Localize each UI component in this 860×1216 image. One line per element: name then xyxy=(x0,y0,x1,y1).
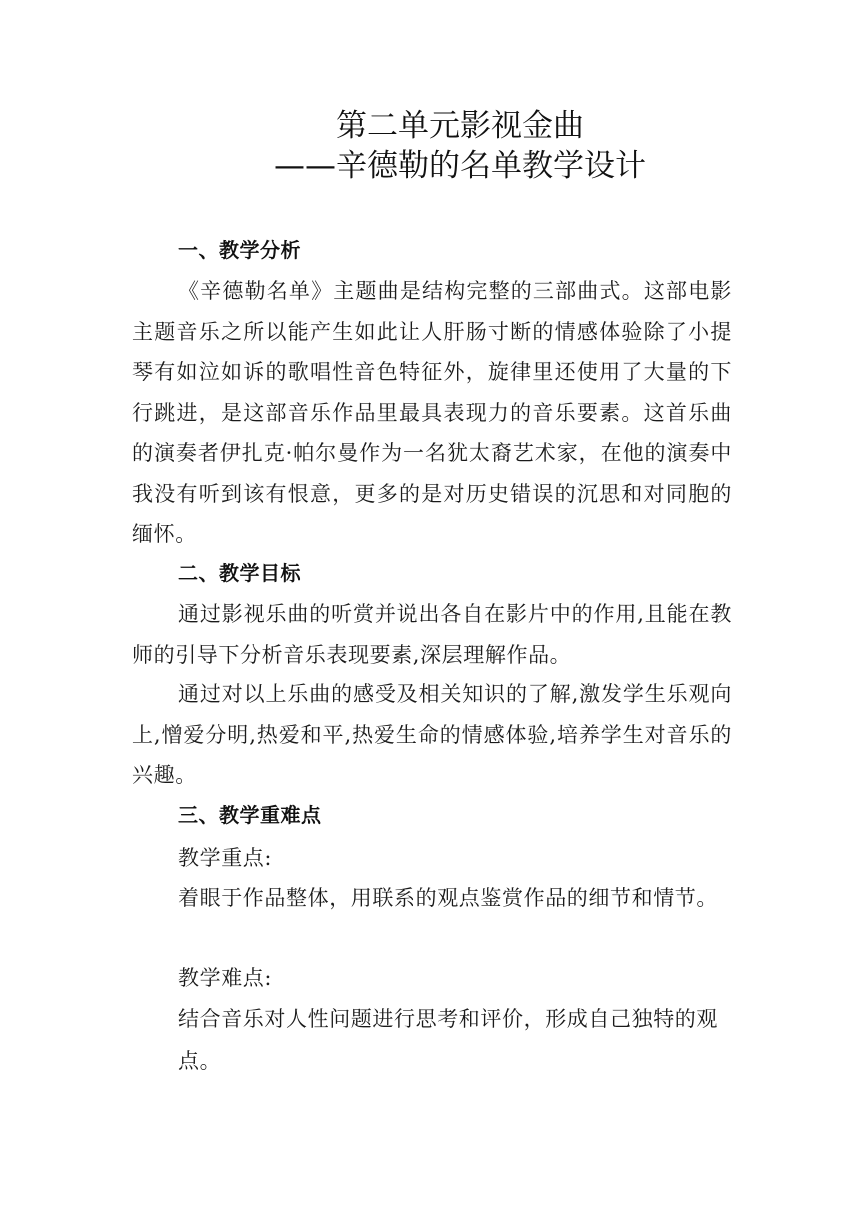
objectives-paragraph-2: 通过对以上乐曲的感受及相关知识的了解,激发学生乐观向上,憎爱分明,热爱和平,热爱生命的情感体验,培养学生对音乐的兴趣。 xyxy=(132,682,732,787)
analysis-paragraph: 《辛德勒名单》主题曲是结构完整的三部曲式。这部电影主题音乐之所以能产生如此让人肝肠寸断的情感体验除了小提琴有如泣如诉的歌唱性音色特征外，旋律里还使用了大量的下行跳进，是这部音乐作品里最具表现力的音乐要素。这首乐曲的演奏者伊扎克·帕尔曼作为一名犹太裔艺术家，在他的演奏中我没有听到该有恨意，更多的是对历史错误的沉思和对同胞的缅怀。 xyxy=(132,279,732,546)
document-subtitle: ——辛德勒的名单教学设计 xyxy=(274,148,646,184)
objectives-paragraph-1: 通过影视乐曲的听赏并说出各自在影片中的作用,且能在教师的引导下分析音乐表现要素,深层理解作品。 xyxy=(132,602,732,667)
difficulty-label: 教学难点: xyxy=(178,966,273,990)
focus-label: 教学重点: xyxy=(178,846,273,870)
section-heading-objectives: 二、教学目标 xyxy=(178,561,301,585)
section-heading-key-points: 三、教学重难点 xyxy=(178,803,322,827)
focus-text: 着眼于作品整体，用联系的观点鉴赏作品的细节和情节。 xyxy=(178,886,718,910)
section-heading-analysis: 一、教学分析 xyxy=(178,238,301,262)
difficulty-text: 结合音乐对人性问题进行思考和评价，形成自己独特的观点。 xyxy=(178,1007,718,1073)
document-title: 第二单元影视金曲 xyxy=(336,108,584,144)
